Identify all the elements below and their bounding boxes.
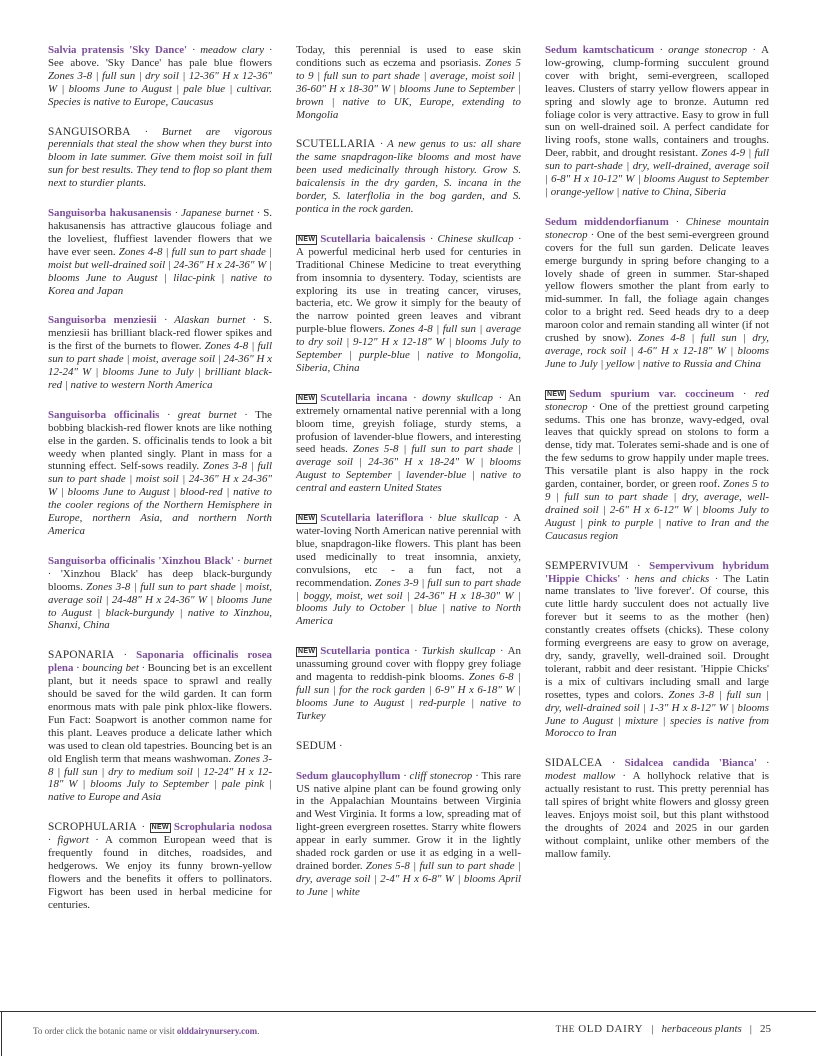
- botanic-name-link[interactable]: Sedum middendorfianum: [545, 215, 669, 228]
- common-name: · Alaskan burnet ·: [156, 314, 264, 327]
- growing-notes: Zones 4-8 | full sun | dry, average, rock soil | 4-6" H x 12-18" W | blooms June to July | yellow | native to Russia and China: [545, 332, 769, 370]
- genus-heading: SCUTELLARIA: [296, 138, 376, 151]
- plant-entry: [296, 392, 521, 495]
- genus-heading: SAPONARIA: [48, 649, 115, 662]
- genus-separator: ·: [602, 757, 625, 770]
- common-name: · modest mallow ·: [545, 757, 769, 783]
- botanic-name-link[interactable]: Sedum kamtschaticum: [545, 44, 655, 56]
- plant-entry: [48, 821, 272, 911]
- description: See above. 'Sky Dance' has pale blue flowers: [48, 56, 272, 69]
- description: A low-growing, clump-forming succulent ground cover with bright, semi-evergreen, scalloped leaves. Clusters of starry yellow flowers appear in spring and slowly age to bronze. Autumn red foliage color is very attractive. Easy to grow in full sun on well-drained soil. A perfect candidate for living roofs, stone walls, containers and troughs. Deer, rabbit, and drought resistant.: [545, 44, 769, 160]
- growing-notes: Zones 4-8 | full sun | average to dry soil | 9-12" H x 12-18" W | blooms July to September | purple-blue | native to Mongolia, Siberia, China: [296, 323, 521, 374]
- plant-entry: [296, 233, 521, 375]
- plant-entry: [48, 314, 272, 391]
- genus-separator: ·: [137, 821, 150, 834]
- common-name: · red stonecrop ·: [545, 387, 770, 413]
- plant-entry: [296, 512, 521, 628]
- common-name: · Chinese mountain stonecrop ·: [545, 215, 769, 241]
- new-badge: NEW: [547, 390, 565, 398]
- common-name: · meadow clary ·: [187, 44, 272, 56]
- new-badge: NEW: [298, 235, 316, 243]
- description: A water-loving North American native perennial with blue, snapdragon-like flowers. This plant has been used medicinally to treat insomnia, anxiety, convulsions, etc - a fun fact, not a recommendation.: [296, 512, 521, 589]
- growing-notes: Zones 4-8 | full sun to part shade | moist but well-drained soil | 24-36" H x 24-36" W | blooms June to August | lilac-pink | native to Korea and Japan: [48, 245, 272, 297]
- genus-intro: · Burnet are vigorous perennials that steal the show when they burst into bloom in late summer. Give them moist soil in full sun for best results. They tend to flop so plant them next to sturdier plants.: [48, 125, 272, 190]
- genus-heading: SEDUM: [296, 739, 337, 752]
- new-badge: NEW: [298, 648, 316, 656]
- footer-separator-2: |: [749, 1023, 752, 1035]
- growing-notes: Zones 3-8 | full sun | dry to medium soil | 12-24" H x 12-18" W | blooms July to September | pale pink | native to Europe and Asia: [48, 752, 272, 804]
- description: 'Xinzhou Black' has deep black-burgundy blooms.: [48, 567, 272, 593]
- botanic-name-link[interactable]: Sedum spurium var. coccineum: [569, 387, 735, 400]
- botanic-name-link[interactable]: Sanguisorba officinalis 'Xinzhou Black': [48, 554, 234, 567]
- plant-entry: [296, 740, 521, 753]
- common-name: · orange stonecrop ·: [654, 44, 762, 56]
- plant-entry: [296, 770, 521, 899]
- genus-heading: SEMPERVIVUM: [545, 559, 629, 572]
- growing-notes: Zones 4-9 | full sun to part-shade | dry, well-drained, average soil | 6-8" H x 10-12" W | blooms August to September | orange-yellow | native to China, Siberia: [545, 147, 769, 198]
- common-name: · Chinese skullcap ·: [425, 232, 521, 245]
- footer-order-note: [33, 1026, 259, 1036]
- growing-notes: Zones 4-8 | full sun to part shade | moist, average soil | 24-36" H x 12-24" W | blooms June to July | brilliant black-red | native to western North America: [48, 340, 272, 391]
- description: Today, this perennial is used to ease skin conditions such as eczema and psoriasis.: [296, 44, 521, 69]
- botanic-name-link[interactable]: Sedum glaucophyllum: [296, 769, 401, 782]
- botanic-name-link[interactable]: Scutellaria lateriflora: [320, 512, 424, 525]
- description: This rare US native alpine plant can be found growing only in the Appalachian Mountains between Virginia and West Virginia. It forms a low, spreading mat of light-green evergreen rosettes. Starry white flowers appear in early summer. Grow it in the lightly shaded rock garden or use it as edging in a well-drained border.: [296, 769, 521, 872]
- column-1: [48, 44, 272, 929]
- common-name: · hens and chicks ·: [620, 572, 724, 585]
- plant-entry: [48, 649, 272, 804]
- order-text: To order click the botanic name or visit: [33, 1026, 177, 1036]
- plant-entry: [296, 645, 521, 722]
- plant-entry: [48, 126, 272, 191]
- genus-intro: ·: [336, 739, 342, 752]
- column-2: [296, 44, 521, 916]
- plant-entry: [545, 560, 769, 741]
- common-name: · Turkish skullcap ·: [409, 645, 508, 658]
- plant-entry: [296, 138, 521, 215]
- footer-rule: [0, 1011, 816, 1012]
- footer-separator: |: [651, 1023, 654, 1035]
- description: One of the best semi-evergreen ground covers for the full sun garden. Delicate leaves emerge burgundy in spring before changing to a lovely shade of green in summer. Star-shaped yellow flowers smother the plant from early to mid-summer. In fall, the foliage again changes color to a bright red. Seed heads dry to a deep maroon color and remain standing all winter (if not crushed by snow).: [545, 228, 769, 345]
- botanic-name-link[interactable]: Sanguisorba officinalis: [48, 408, 160, 421]
- genus-heading: SCROPHULARIA: [48, 821, 138, 834]
- description: The bobbing blackish-red flower knots are like nothing else in the garden. S. officinalis tends to look a bit weedy when planted singly. Plant in mass for a stunning effect. Self-sows readily.: [48, 408, 272, 473]
- botanic-name-link[interactable]: Scutellaria incana: [320, 391, 408, 404]
- plant-entry: [545, 216, 769, 371]
- growing-notes: Zones 3-8 | full sun to part shade | moist soil | 24-36" H x 24-36" W | blooms June to August | blood-red | native to the cooler regions of the Northern Hemisphere in Europe, northern Asia, and northern North America: [48, 460, 272, 537]
- botanic-name-link[interactable]: Saponaria officinalis rosea plena: [48, 649, 272, 675]
- section-name: herbaceous plants: [661, 1023, 742, 1035]
- new-badge: NEW: [298, 394, 316, 402]
- botanic-name-link[interactable]: Scrophularia nodosa: [173, 821, 272, 834]
- description: S. menziesii has brilliant black-red flower spikes and is the first of the burnets to flower.: [48, 314, 272, 353]
- growing-notes: Zones 5-8 | full sun to part shade | dry, average soil | 2-4" H x 6-8" W | blooms April to June | white: [296, 859, 521, 898]
- plant-entry: [48, 44, 272, 109]
- common-name: · downy skullcap ·: [407, 391, 508, 404]
- description: The Latin name translates to 'live forever'. Of course, this cute little hardy succulent does not actually live forever but it seems to as the mother (hen) constantly creates offsets (chicks). These colony forming evergreens are easy to grow on average, dry, sandy, gravelly, well-drained soil. Drought tolerant, rabbit and deer resistant. 'Hippie Chicks' is a mix of cultivars including small and large rosettes, types and colors.: [545, 572, 769, 701]
- plant-entry: [48, 207, 272, 297]
- plant-entry: [545, 44, 769, 199]
- growing-notes: Zones 3-8 | full sun to part shade | moist, average soil | 24-48" H x 24-36" W | blooms June to August | black-burgundy | native to Xinzhou, Shanxi, China: [48, 580, 272, 632]
- genus-separator: ·: [114, 649, 137, 662]
- growing-notes: Zones 5-8 | full sun to part shade | average soil | 24-36" H x 18-24" W | blooms August to September | lavender-blue | native to central and eastern United States: [296, 443, 521, 495]
- botanic-name-link[interactable]: Sanguisorba hakusanensis: [48, 207, 172, 220]
- site-link[interactable]: olddairynursery.com: [176, 1026, 258, 1036]
- description: Bouncing bet is an excellent plant, but it needs space to sprawl and really should be saved for the wild garden. It can form enormous mats with pale pink phlox-like flowers. Fun Fact: Soapwort is another common name for this plant. Leaves produce a delicate lather which was used to clean old tapestries. Bouncing bet is an old English term that means washwoman.: [48, 662, 272, 765]
- growing-notes: Zones 5 to 9 | full sun to part shade | dry, average, well-drained soil | 2-6" H x 6-12" W | blooms July to August | pink to purple | native to Iran and the Caucasus region: [545, 478, 769, 542]
- common-name: · burnet ·: [48, 554, 272, 580]
- column-3: [545, 44, 769, 878]
- brand-the: THE: [555, 1024, 575, 1034]
- description: One of the prettiest ground carpeting sedums. This one has bronze, wavy-edged, oval leaves that quickly spread on stolons to form a dense, tidy mat. Tolerates semi-shade and is one of the few sedums to grow happily under maple trees. This versatile plant is also happy in the rock garden, container, border, or green roof.: [545, 400, 769, 491]
- footer-brand: [556, 1023, 771, 1035]
- plant-entry: [48, 409, 272, 538]
- botanic-name-link[interactable]: Sanguisorba menziesii: [48, 314, 157, 327]
- growing-notes: Zones 3-9 | full sun to part shade | boggy, moist, wet soil | 24-36" H x 18-30" W | blooms July to October | blue | native to North America: [296, 576, 521, 628]
- botanic-name-link[interactable]: Scutellaria baicalensis: [320, 232, 426, 245]
- plant-entry: [545, 757, 769, 860]
- genus-heading: SIDALCEA: [545, 757, 603, 770]
- brand-name: OLD DAIRY: [574, 1023, 644, 1035]
- order-suffix: .: [257, 1026, 260, 1036]
- common-name: · cliff stonecrop ·: [400, 769, 482, 782]
- plant-entry: [48, 555, 272, 632]
- page-number: 25: [760, 1023, 771, 1035]
- description: A powerful medicinal herb used for centuries in Traditional Chinese Medicine to treat everything from insomnia to dysentery. Today, scientists are exploring its use in treating cancer, viruses, bacteria, etc. We grow it simply for the beauty of the narrow pointed green leaves and vibrant purple-blue flowers.: [296, 245, 521, 336]
- description: S. hakusanensis has attractive glaucous foliage and the loveliest, fluffiest lavender flowers that we have ever seen.: [48, 207, 272, 258]
- genus-intro: · A new genus to us: all share the same snapdragon-like blooms and most have been used medicinally through history. Grow S. baicalensis in the dry garden, S. incana in the border, S. laterflolia in the bog garden, and S. pontica in the rock garden.: [296, 138, 521, 215]
- growing-notes: Zones 3-8 | full sun | dry, well-drained soil | 1-3" H x 8-12" W | blooms June to August | mixture | species is native from Morocco to Iran: [545, 688, 769, 740]
- common-name: · Japanese burnet ·: [171, 207, 264, 220]
- description: An extremely ornamental native perennial with a long bloom time, greyish foliage, sturdy stems, a profusion of lavender-blue flowers, and interesting seed heads.: [296, 391, 521, 456]
- botanic-name-link[interactable]: Sidalcea candida 'Bianca': [624, 757, 757, 770]
- growing-notes: Zones 6-8 | full sun | for the rock garden | 6-9" H x 6-18" W | blooms June to August | red-purple | native to Turkey: [296, 671, 521, 722]
- growing-notes: Zones 3-8 | full sun | dry soil | 12-36" H x 12-36" W | blooms June to August | pale blue | cultivar. Species is native to Europe, Caucasus: [48, 69, 272, 108]
- botanic-name-link[interactable]: Scutellaria pontica: [320, 645, 410, 658]
- description: An unassuming ground cover with floppy grey foliage and magenta to reddish-pink blooms.: [296, 645, 521, 684]
- genus-separator: ·: [628, 559, 650, 572]
- common-name: · figwort ·: [48, 834, 105, 847]
- plant-entry: [296, 44, 521, 121]
- growing-notes: Zones 5 to 9 | full sun to part shade | average, moist soil | 36-60" H x 18-30" W | blooms June to September | brown | native to UK, Europe, extending to Mongolia: [296, 56, 522, 121]
- new-badge: NEW: [151, 824, 169, 832]
- description: A hollyhock relative that is actually resistant to rust. This pretty perennial has tall spires of bright white flowers and glossy green leaves. Enjoys moist soil, but this plant withstood the droughts of 2024 and 2025 in our garden without complaint, unlike other members of the mallow family.: [545, 770, 769, 860]
- common-name: · great burnet ·: [159, 408, 256, 421]
- footer-left-border: [1, 1011, 2, 1056]
- genus-heading: SANGUISORBA: [48, 125, 131, 138]
- description: A common European weed that is frequently found in ditches, roadsides, and hedgerows. We enjoy its funny brown-yellow flowers and the benefits it offers to pollinators. Figwort has been used in herbal medicine for centuries.: [48, 834, 272, 911]
- new-badge: NEW: [298, 515, 316, 523]
- common-name: · bouncing bet ·: [73, 662, 148, 675]
- common-name: · blue skullcap ·: [423, 512, 514, 525]
- plant-entry: [545, 388, 769, 543]
- botanic-name-link[interactable]: Salvia pratensis 'Sky Dance': [48, 44, 188, 56]
- botanic-name-link[interactable]: Sempervivum hybridum 'Hippie Chicks': [545, 559, 769, 585]
